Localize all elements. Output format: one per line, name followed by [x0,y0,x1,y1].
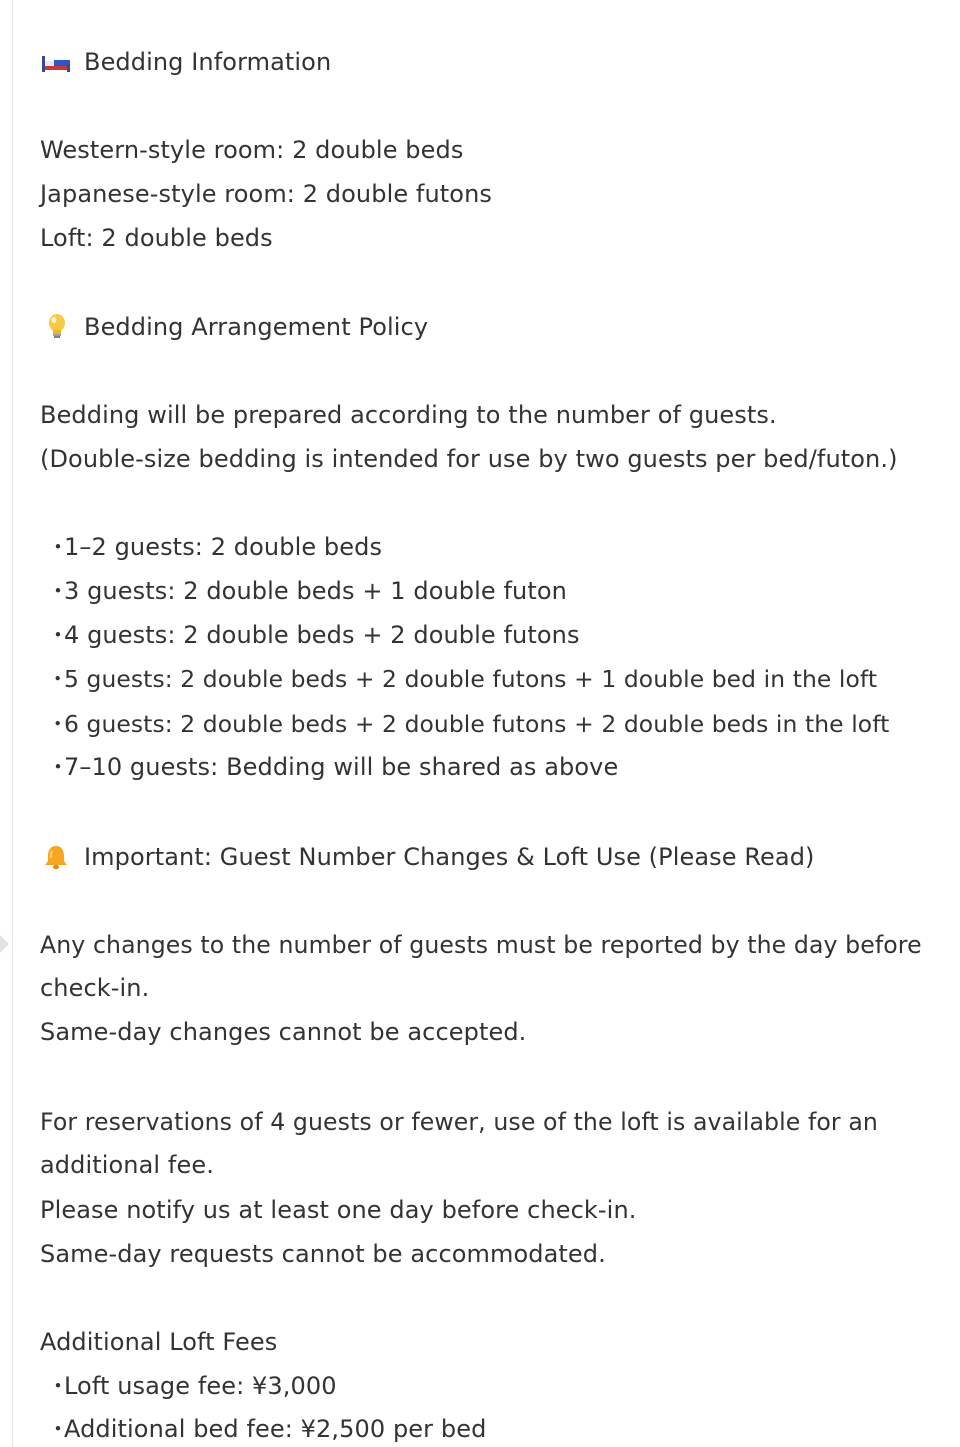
list-item-text: 7–10 guests: Bedding will be shared as above [64,753,619,781]
bedding-info-title: Bedding Information [84,48,332,76]
list-item-text: 4 guests: 2 double beds + 2 double futons [64,621,580,649]
fees-title: Additional Loft Fees [40,1328,278,1356]
bed-icon [40,48,72,76]
policy-intro-line: (Double-size bedding is intended for use by two guests per bed/futon.) [40,445,898,473]
bedding-info-line: Japanese-style room: 2 double futons [40,180,493,208]
list-item [46,1370,337,1402]
list-item [46,575,567,607]
list-item [46,619,580,651]
list-item [46,531,382,563]
important-line: Any changes to the number of guests must be reported by the day before [40,931,922,959]
list-item-text: Additional bed fee: ¥2,500 per bed [64,1415,487,1443]
list-item-text: 6 guests: 2 double beds + 2 double futons + 2 double beds in the loft [64,710,890,738]
list-item-text: 3 guests: 2 double beds + 1 double futon [64,577,567,605]
important-line: Same-day requests cannot be accommodated. [40,1240,606,1268]
important-line: check-in. [40,974,150,1002]
left-border-rule [12,0,13,1447]
bedding-info-line: Loft: 2 double beds [40,224,273,252]
bullet-marker: ・ [46,621,71,649]
policy-intro-line: Bedding will be prepared according to the number of guests. [40,401,777,429]
important-line: For reservations of 4 guests or fewer, use of the loft is available for an [40,1108,878,1136]
bullet-marker: ・ [46,665,70,693]
bullet-marker: ・ [46,753,71,781]
list-item [46,663,877,695]
list-item-text: 1–2 guests: 2 double beds [64,533,383,561]
important-line: Same-day changes cannot be accepted. [40,1018,527,1046]
bedding-info-line: Western-style room: 2 double beds [40,136,464,164]
list-item-text: 5 guests: 2 double beds + 2 double futons + 1 double bed in the loft [64,665,878,693]
bedding-info-heading [40,46,331,78]
list-item [46,1413,486,1445]
important-heading [40,841,815,873]
list-item-text: Loft usage fee: ¥3,000 [64,1372,337,1400]
bullet-marker: ・ [46,710,70,738]
bullet-marker: ・ [46,1415,71,1443]
list-item [46,708,889,740]
important-title: Important: Guest Number Changes & Loft Use (Please Read) [84,843,815,871]
important-line: additional fee. [40,1151,214,1179]
bullet-marker: ・ [46,577,71,605]
important-line: Please notify us at least one day before check-in. [40,1196,637,1224]
policy-title: Bedding Arrangement Policy [84,313,429,341]
bell-icon [40,843,72,871]
light-bulb-icon [40,313,72,341]
bullet-marker: ・ [46,1372,71,1400]
policy-heading [40,311,428,343]
collapse-arrow-icon[interactable] [0,935,9,953]
bullet-marker: ・ [46,533,71,561]
list-item [46,751,618,783]
